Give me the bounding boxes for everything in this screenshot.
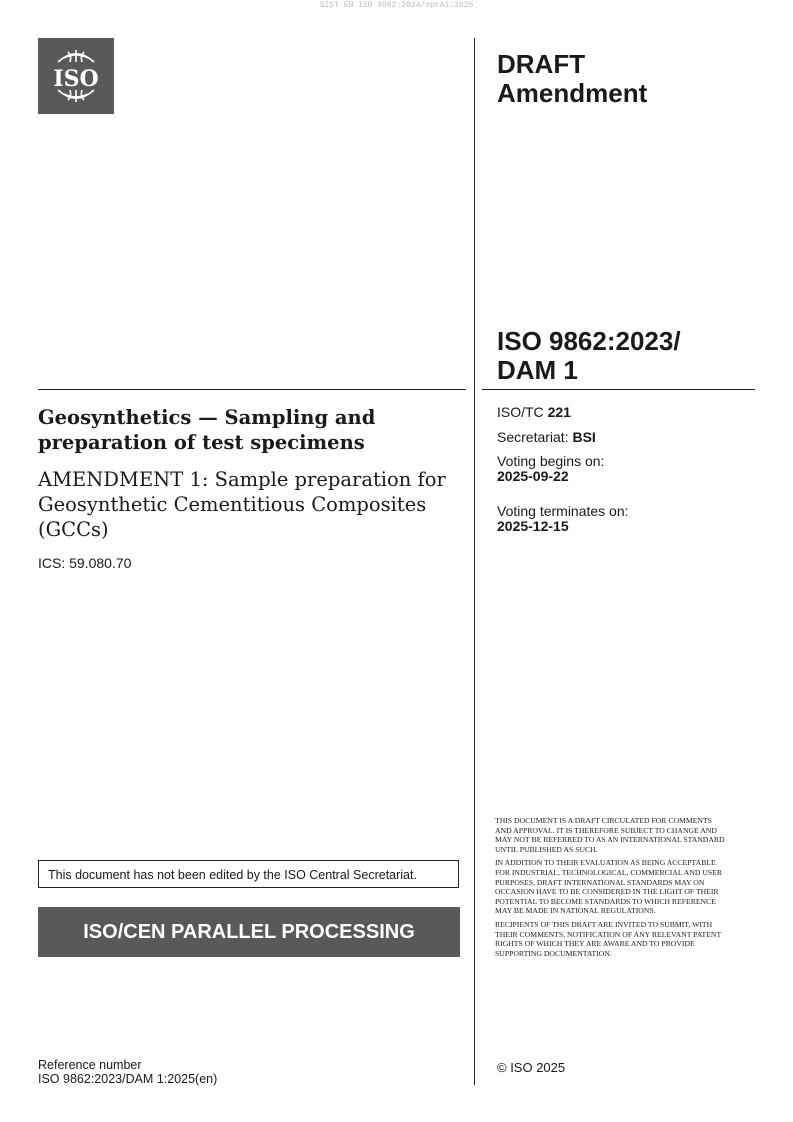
parallel-processing-banner: ISO/CEN PARALLEL PROCESSING [38, 907, 460, 957]
voting-begins [497, 454, 604, 484]
technical-committee [497, 405, 571, 420]
secretariat [497, 430, 596, 445]
draft-disclaimer [495, 816, 725, 962]
standard-number-line2: DAM 1 [497, 355, 578, 385]
watermark: SIST EN ISO 9862:2024/oprA1:2025 [319, 1, 474, 10]
document-title: Geosynthetics — Sampling and preparation of test specimens [38, 406, 376, 454]
amendment-title: AMENDMENT 1: Sample preparation for Geosynthetic Cementitious Composites (GCCs) [38, 468, 446, 541]
reference-label: Reference number [38, 1058, 142, 1072]
reference-number [38, 1058, 217, 1086]
iso-logo [38, 38, 114, 114]
voting-terminates-date: 2025-12-15 [497, 518, 569, 534]
disclaimer-paragraph: IN ADDITION TO THEIR EVALUATION AS BEING ACCEPTABLE FOR INDUSTRIAL, TECHNOLOGICAL, COMMERCIAL AND USER PURPOSES, DRAFT INTERNATIONAL STANDARDS MAY ON OCCASION HAVE TO BE CONSIDERED IN THE LIGHT OF THEIR POTENTIAL TO BECOME STANDARDS TO WHICH REFERENCE MAY BE MADE IN NATIONAL REGULATIONS. [495, 858, 723, 916]
tc-label: ISO/TC [497, 404, 544, 420]
horizontal-divider-right [482, 389, 755, 390]
secretariat-label: Secretariat: [497, 429, 569, 445]
voting-terminates [497, 504, 629, 534]
tc-value: 221 [547, 404, 571, 420]
horizontal-divider-left [38, 389, 466, 390]
voting-begins-label: Voting begins on: [497, 453, 605, 469]
voting-terminates-label: Voting terminates on: [497, 503, 629, 519]
amendment-label: Amendment [497, 78, 648, 108]
draft-heading [497, 50, 647, 108]
standard-number [497, 327, 681, 385]
not-edited-notice: This document has not been edited by the ISO Central Secretariat. [38, 860, 459, 888]
voting-begins-date: 2025-09-22 [497, 468, 569, 484]
reference-value: ISO 9862:2023/DAM 1:2025(en) [38, 1072, 218, 1086]
globe-icon [38, 38, 114, 114]
vertical-divider [474, 38, 475, 1085]
secretariat-value: BSI [572, 429, 596, 445]
ics-code: ICS: 59.080.70 [38, 555, 132, 571]
disclaimer-paragraph: THIS DOCUMENT IS A DRAFT CIRCULATED FOR COMMENTS AND APPROVAL. IT IS THEREFORE SUBJECT TO CHANGE AND MAY NOT BE REFERRED TO AS AN INTERNATIONAL STANDARD UNTIL PUBLISHED AS SUCH. [495, 816, 725, 854]
copyright: © ISO 2025 [497, 1060, 566, 1075]
svg-text:ISO: ISO [53, 66, 99, 92]
disclaimer-paragraph: RECIPIENTS OF THIS DRAFT ARE INVITED TO SUBMIT, WITH THEIR COMMENTS, NOTIFICATION OF ANY RELEVANT PATENT RIGHTS OF WHICH THEY ARE AWARE AND TO PROVIDE SUPPORTING DOCUMENTATION. [495, 919, 722, 958]
standard-number-line1: ISO 9862:2023/ [497, 326, 681, 356]
draft-label: DRAFT [497, 49, 586, 79]
